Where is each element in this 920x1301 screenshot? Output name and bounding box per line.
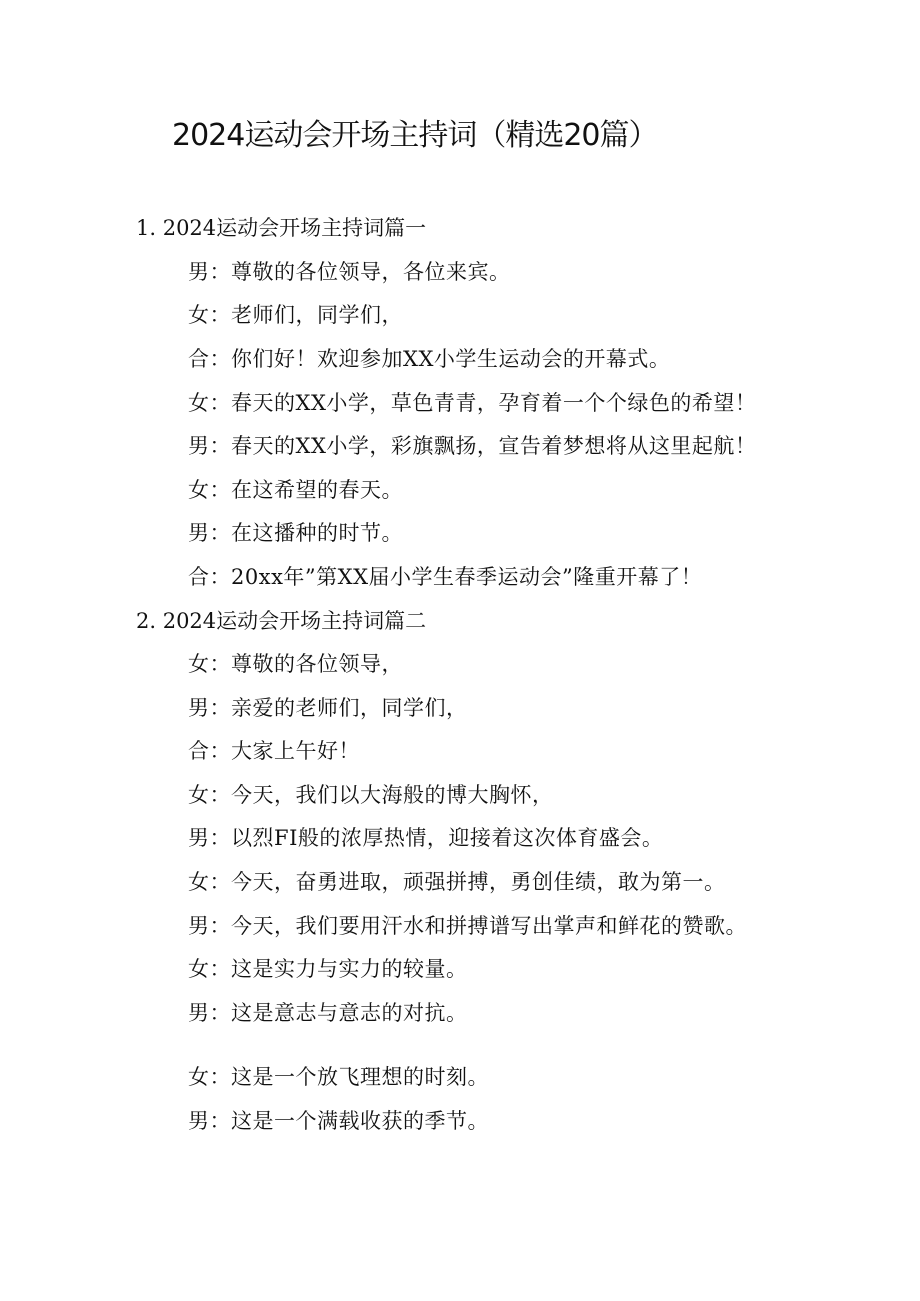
dialogue-line: 女：这是实力与实力的较量。 — [188, 957, 468, 981]
dialogue-line: 男：尊敬的各位领导，各位来宾。 — [188, 260, 511, 284]
dialogue-line: 男：这是一个满载收获的季节。 — [188, 1109, 489, 1133]
dialogue-line: 女：在这希望的春天。 — [188, 478, 403, 502]
section-heading-1: 1. 2024运动会开场主持词篇一 — [136, 216, 427, 240]
dialogue-line: 男：以烈FI般的浓厚热情，迎接着这次体育盛会。 — [188, 826, 664, 850]
dialogue-line: 男：春天的XX小学，彩旗飘扬，宣告着梦想将从这里起航！ — [188, 434, 757, 458]
dialogue-line: 女：春天的XX小学，草色青青，孕育着一个个绿色的希望！ — [188, 391, 757, 415]
dialogue-line: 女：今天，奋勇进取，顽强拼搏，勇创佳绩，敢为第一。 — [188, 870, 726, 894]
dialogue-line: 男：在这播种的时节。 — [188, 521, 403, 545]
dialogue-line: 合：20xx年”第XX届小学生春季运动会”隆重开幕了！ — [188, 565, 703, 589]
dialogue-line: 男：今天，我们要用汗水和拼搏谱写出掌声和鲜花的赞歌。 — [188, 914, 747, 938]
dialogue-line: 男：亲爱的老师们，同学们， — [188, 696, 468, 720]
dialogue-line: 男：这是意志与意志的对抗。 — [188, 1001, 468, 1025]
dialogue-line: 女：这是一个放飞理想的时刻。 — [188, 1065, 489, 1089]
dialogue-line: 合：大家上午好！ — [188, 739, 360, 763]
dialogue-line: 女：今天，我们以大海般的博大胸怀， — [188, 783, 554, 807]
dialogue-line: 女：尊敬的各位领导， — [188, 652, 403, 676]
dialogue-line: 合：你们好！欢迎参加XX小学生运动会的开幕式。 — [188, 347, 671, 371]
section-heading-2: 2. 2024运动会开场主持词篇二 — [136, 609, 427, 633]
document-title: 2024运动会开场主持词（精选20篇） — [172, 118, 658, 153]
dialogue-line: 女：老师们，同学们， — [188, 303, 403, 327]
